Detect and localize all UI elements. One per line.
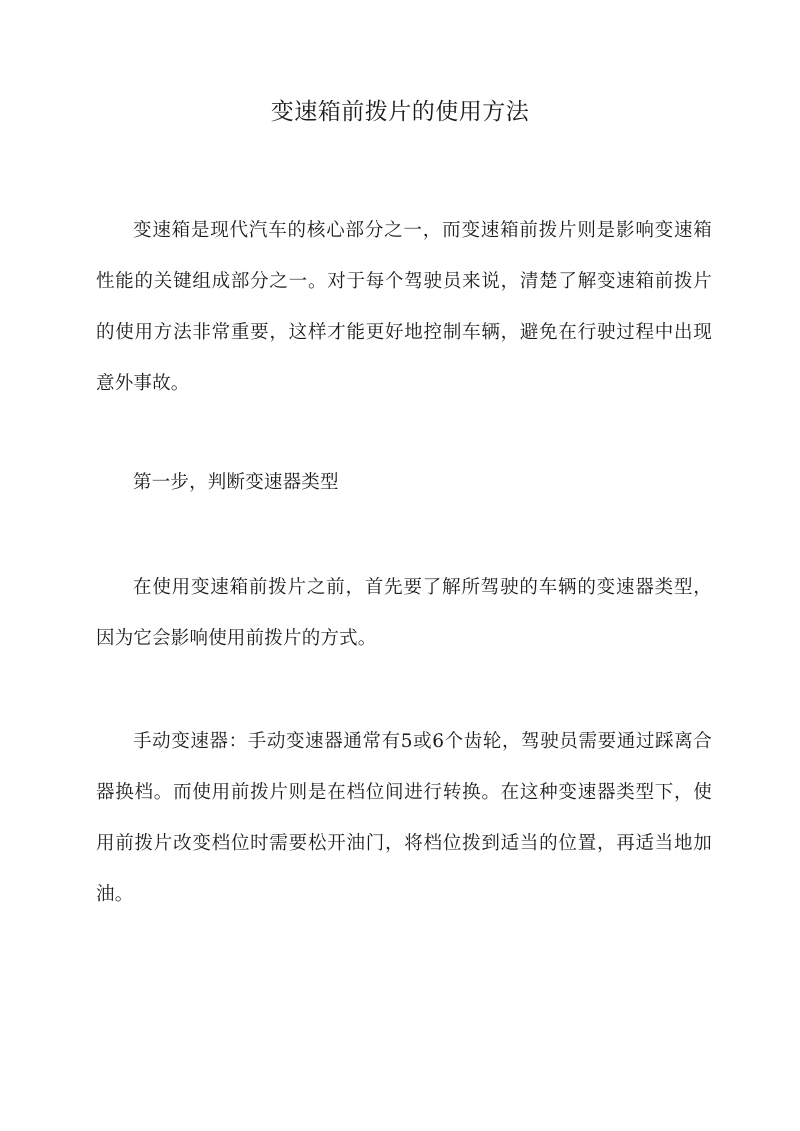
document-title: 变速箱前拨片的使用方法 <box>270 99 530 125</box>
paragraph-step-one-heading: 第一步，判断变速器类型 <box>133 472 339 493</box>
paragraph-step-one-body: 在使用变速箱前拨片之前，首先要了解所驾驶的车辆的变速器类型，因为它会影响使用前拨片的方式。 <box>96 577 712 649</box>
paragraph-manual-transmission: 手动变速器：手动变速器通常有5或6个齿轮，驾驶员需要通过踩离合器换档。而使用前拨片则是在档位间进行转换。在这种变速器类型下，使用前拨片改变档位时需要松开油门，将档位拨到适当的位置，再适当地加油。 <box>96 731 712 905</box>
paragraph-intro: 变速箱是现代汽车的核心部分之一，而变速箱前拨片则是影响变速箱性能的关键组成部分之一。对于每个驾驶员来说，清楚了解变速箱前拨片的使用方法非常重要，这样才能更好地控制车辆，避免在行驶过程中出现意外事故。 <box>96 220 712 394</box>
